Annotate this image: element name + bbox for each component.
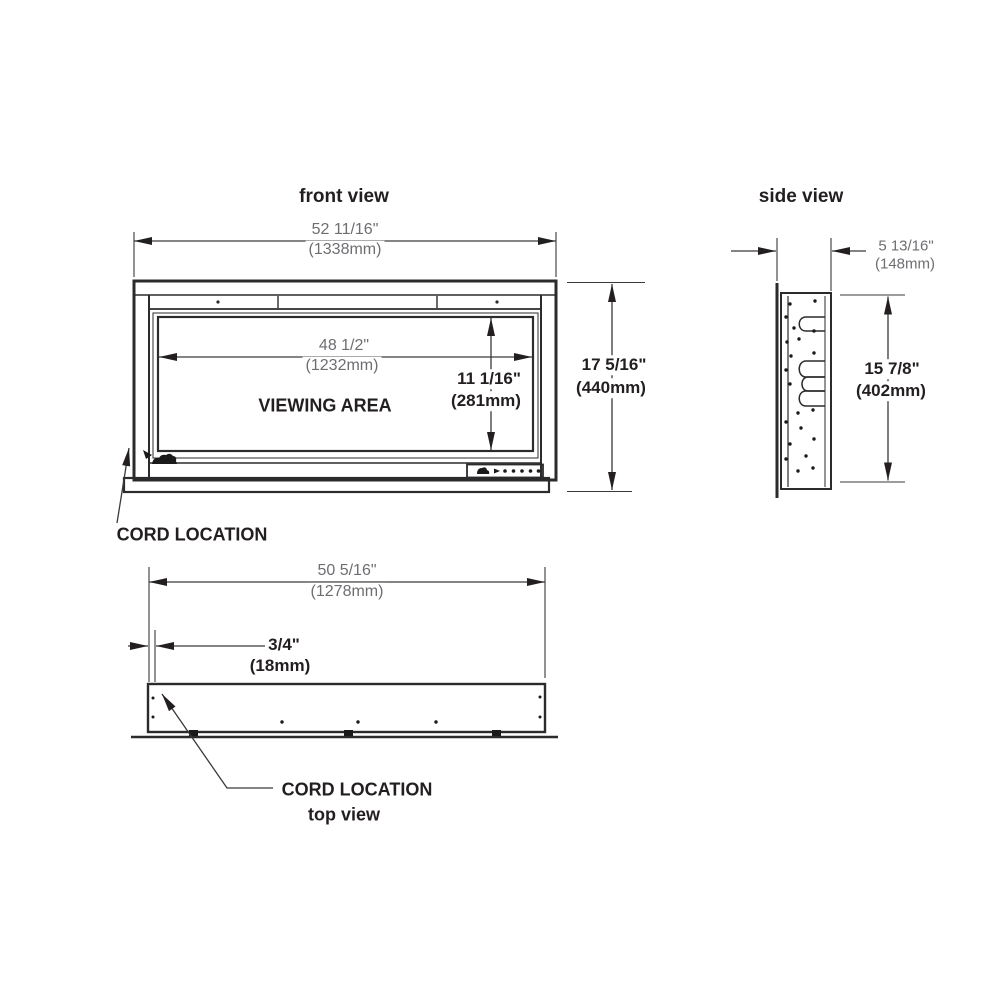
button-dot-icon — [520, 469, 524, 473]
dim-overall-width-inches: 52 11/16" — [309, 221, 382, 239]
cord-symbol — [152, 454, 177, 464]
dim-viewing-width-inches: 48 1/2" — [316, 337, 372, 355]
cord-location-leader-front — [117, 448, 129, 523]
side-view-drawing — [777, 283, 831, 498]
dim-viewing-height-inches: 11 1/16" — [454, 369, 524, 389]
dim-body-width-metric: (1278mm) — [308, 583, 387, 601]
side-view-title: side view — [756, 186, 847, 208]
cord-location-leader-top — [162, 694, 273, 788]
dim-viewing-width-metric: (1232mm) — [303, 357, 382, 375]
dim-body-width-inches: 50 5/16" — [314, 562, 379, 580]
dim-rear-height-inches: 15 7/8" — [861, 359, 922, 379]
dim-depth-inches: 5 13/16" — [875, 237, 936, 254]
dim-overall-height-metric: (440mm) — [573, 378, 649, 398]
front-view-title: front view — [296, 186, 392, 208]
button-dot-icon — [529, 469, 533, 473]
dim-flange-offset-inches: 3/4" — [265, 635, 303, 655]
button-dot-icon — [503, 469, 507, 473]
dim-flange-offset-metric: (18mm) — [247, 656, 313, 676]
dim-rear-height-metric: (402mm) — [853, 381, 929, 401]
rivet-dots — [784, 299, 816, 472]
cord-pointer — [143, 450, 152, 459]
viewing-area-label: VIEWING AREA — [255, 396, 394, 417]
top-view-drawing — [131, 684, 558, 737]
button-dot-icon — [537, 469, 541, 473]
cord-location-label-top: CORD LOCATION — [279, 780, 436, 801]
louver-vents — [799, 317, 825, 406]
dim-depth-metric: (148mm) — [872, 255, 938, 272]
control-panel-icons — [477, 467, 540, 474]
button-dot-icon — [512, 469, 516, 473]
dim-overall-width-metric: (1338mm) — [306, 241, 385, 259]
top-rivet-dots — [152, 696, 542, 724]
dim-viewing-height-metric: (281mm) — [448, 391, 524, 411]
flame-logo-icon — [477, 467, 489, 474]
top-view-title: top view — [305, 805, 383, 826]
play-icon — [494, 469, 500, 474]
cord-location-label-front: CORD LOCATION — [114, 525, 271, 546]
dim-overall-height-inches: 17 5/16" — [579, 355, 650, 375]
